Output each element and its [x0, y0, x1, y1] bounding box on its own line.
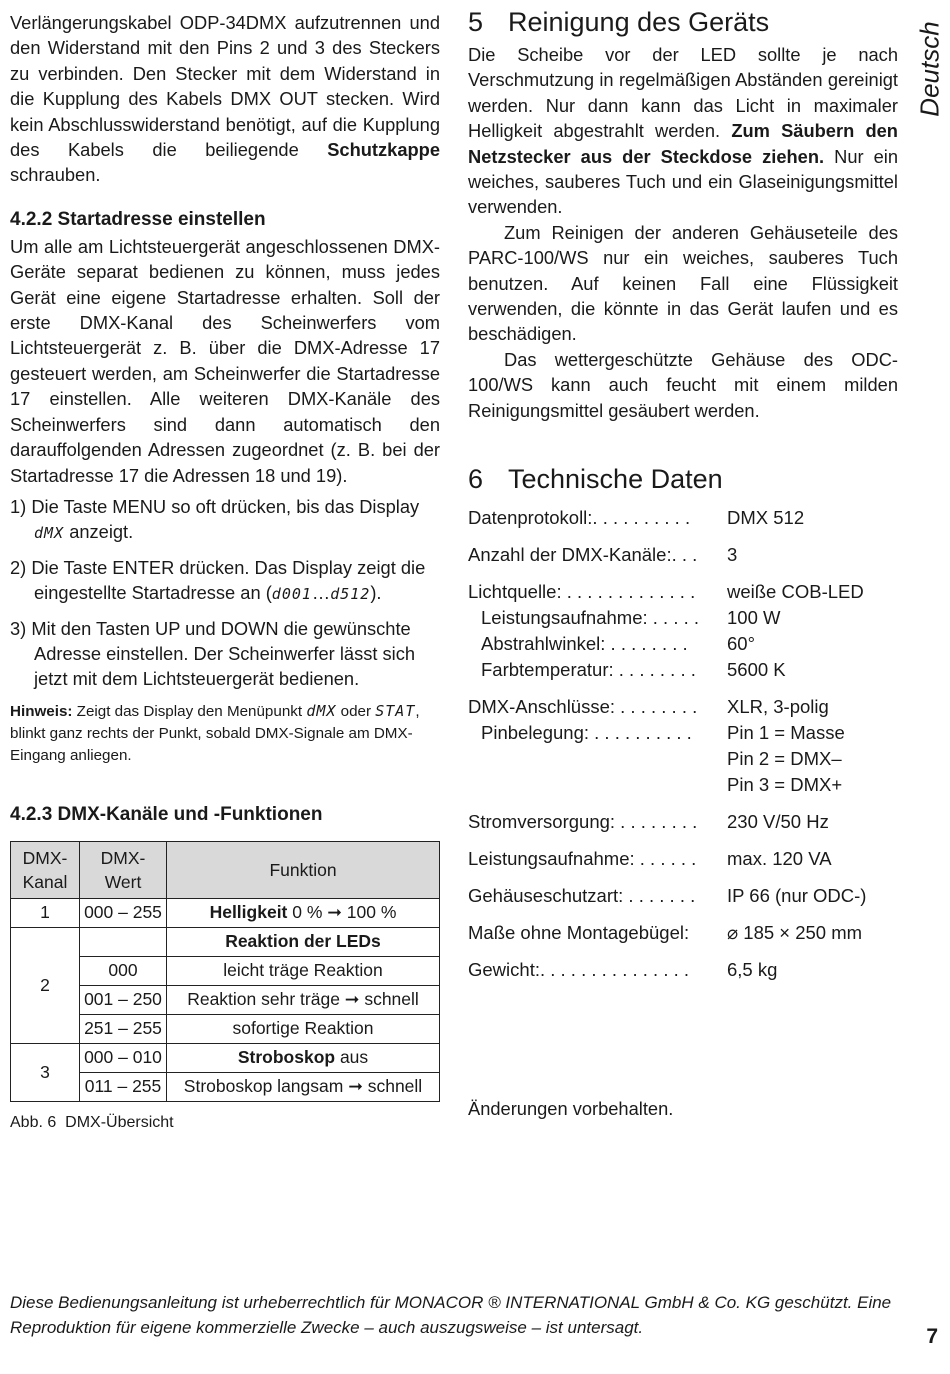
display-readout: dMX: [306, 701, 337, 720]
note-paragraph: Hinweis: Zeigt das Display den Menüpunkt dMX oder STAT, blinkt ganz rechts der Punkt, sobald DMX-Signale am DMX-Eingang anliegen.: [10, 701, 420, 764]
tech-data-label: Leistungsaufnahme: . . . . . .: [468, 848, 697, 870]
table-header-channel: DMX-Kanal: [11, 841, 80, 898]
tech-data-row: [468, 809, 898, 835]
tech-data-row: [468, 846, 898, 872]
tech-data-row: [468, 605, 898, 631]
display-readout: d001: [271, 585, 312, 604]
tech-data-label: [468, 746, 727, 772]
section-5-paragraph-2: Zum Reinigen der anderen Gehäuseteile des PARC-100/WS nur ein weiches, sauberes Tuch benutzen. Auf keinen Fall eine Flüssigkeit verwenden, die könnte in das Gerät laufen und es beschädigen.: [468, 221, 898, 345]
table-row: 3 000 – 010 Stroboskop aus: [11, 1043, 440, 1072]
tech-data-value: Pin 1 = Masse: [727, 722, 845, 744]
page-number: 7: [926, 1325, 938, 1348]
tech-data-row: [468, 579, 898, 605]
display-readout: d512: [330, 585, 371, 604]
dmx-table: [10, 841, 440, 1102]
tech-data-row: [468, 772, 898, 798]
copyright-footer: Diese Bedienungsanleitung ist urheberrechtlich für MONACOR ® INTERNATIONAL GmbH & Co. KG geschützt. Eine Reproduktion für eigene kommerzielle Zwecke – auch auszugsweise – ist untersagt.: [10, 1293, 892, 1337]
tech-data-label: Stromversorgung: . . . . . . . .: [468, 811, 698, 833]
tech-data-row: [468, 657, 898, 683]
table-row: 251 – 255 sofortige Reaktion: [11, 1014, 440, 1043]
tech-data-row: [468, 505, 898, 531]
display-readout: STAT: [375, 701, 416, 720]
tech-data-value: 6,5 kg: [727, 959, 778, 981]
tech-data-value: 60°: [727, 633, 755, 655]
changes-note: Änderungen vorbehalten.: [468, 1098, 674, 1119]
step-item: 2) Die Taste ENTER drücken. Das Display zeigt die eingestellte Startadresse an (d001…d512).: [10, 556, 426, 604]
tech-data-row: [468, 720, 898, 746]
tech-data-row: [468, 883, 898, 909]
tech-data-label: Anzahl der DMX-Kanäle:. . .: [468, 544, 698, 566]
tech-data-value: ⌀ 185 × 250 mm: [727, 922, 863, 944]
tech-data-label: Lichtquelle: . . . . . . . . . . . . .: [468, 581, 696, 603]
tech-data-label: Gehäuseschutzart: . . . . . . .: [468, 885, 696, 907]
tech-data-label: Gewicht:. . . . . . . . . . . . . . .: [468, 959, 690, 981]
table-header-function: Funktion: [167, 841, 440, 898]
figure-caption: Abb. 6 DMX-Übersicht: [10, 1113, 174, 1131]
section-5-paragraph-1: Die Scheibe vor der LED sollte je nach Verschmutzung in regelmäßigen Abständen gereinigt werden. Nur dann kann das Licht in maximaler Helligkeit abgestrahlt werden. Zum Säubern den Netzstecker aus der Steckdose ziehen. Nur ein weiches, sauberes Tuch und ein Glaseinigungsmittel verwenden.: [468, 44, 898, 218]
tech-data-label: [468, 772, 727, 798]
tech-data-value: Pin 3 = DMX+: [727, 774, 843, 796]
tech-data-value: max. 120 VA: [727, 848, 832, 870]
table-header-value: DMX-Wert: [80, 841, 167, 898]
tech-data-row: [468, 746, 898, 772]
display-readout: dMX: [34, 524, 65, 543]
step-item: 3) Mit den Tasten UP und DOWN die gewünschte Adresse einstellen. Der Scheinwerfer lässt sich jetzt mit dem Lichtsteuergerät bedienen.: [10, 617, 416, 690]
table-row: 000 leicht träge Reaktion: [11, 956, 440, 985]
section-4-2-2-text: Um alle am Lichtsteuergerät angeschlossenen DMX-Geräte separat bedienen zu können, muss jedes Gerät eine eigene Startadresse erhalten. Soll der erste DMX-Kanal des Scheinwerfers vom Lichtsteuergerät z. B. über die DMX-Adresse 17 gesteuert werden, am Scheinwerfer die Startadresse 17 einstellen. Alle weiteren DMX-Kanäle des Scheinwerfers sind dann automatisch den darauffolgenden Adressen zugeordnet (z. B. bei der Startadresse 17 die Adressen 18 und 19).: [10, 235, 440, 486]
tech-data-value: XLR, 3-polig: [727, 696, 829, 718]
section-4-2-2-heading: 4.2.2 Startadresse einstellen: [10, 208, 266, 230]
language-tab-label: Deutsch: [914, 21, 945, 117]
section-5-paragraph-3: Das wettergeschützte Gehäuse des ODC-100/WS kann auch feucht mit einem milden Reinigungsmittel gesäubert werden.: [468, 348, 898, 421]
left-column: [10, 10, 440, 1132]
table-row: 011 – 255 Stroboskop langsam ➞ schnell: [11, 1072, 440, 1101]
table-row: 001 – 250 Reaktion sehr träge ➞ schnell: [11, 985, 440, 1014]
tech-data-label: Maße ohne Montagebügel:: [468, 922, 690, 944]
tech-data-label: Datenprotokoll:. . . . . . . . . .: [468, 507, 691, 529]
tech-data-label: Abstrahlwinkel: . . . . . . . .: [481, 633, 688, 655]
language-tab: [916, 14, 944, 124]
tech-data-list: [468, 505, 898, 983]
tech-data-label: Farbtemperatur: . . . . . . . .: [481, 659, 696, 681]
tech-data-row: [468, 920, 898, 946]
tech-data-value: weiße COB-LED: [727, 581, 864, 603]
tech-data-value: DMX 512: [727, 507, 805, 529]
tech-data-value: 5600 K: [727, 659, 786, 681]
tech-data-value: 3: [727, 544, 738, 566]
tech-data-value: 100 W: [727, 607, 781, 629]
table-header-row: [11, 841, 440, 898]
tech-data-row: [468, 631, 898, 657]
tech-data-row: [468, 694, 898, 720]
step-item: 1) Die Taste MENU so oft drücken, bis das Display dMX anzeigt.: [10, 495, 420, 543]
intro-paragraph: Verlängerungskabel ODP-34DMX aufzutrennen und den Widerstand mit den Pins 2 und 3 des Steckers zu verbinden. Den Stecker mit dem Widerstand in die Kupplung des Kabels DMX OUT stecken. Wird kein Abschlusswiderstand benötigt, auf die Kupplung des Kabels die beiliegende Schutzkappe schrauben.: [10, 12, 440, 186]
tech-data-row: [468, 957, 898, 983]
right-column: [468, 7, 898, 983]
tech-data-row: [468, 542, 898, 568]
table-row: 2 Reaktion der LEDs: [11, 927, 440, 956]
tech-data-label: Leistungsaufnahme: . . . . .: [481, 607, 700, 629]
steps-list: [10, 494, 440, 692]
tech-data-label: DMX-Anschlüsse: . . . . . . . .: [468, 696, 698, 718]
tech-data-label: Pinbelegung: . . . . . . . . . .: [481, 722, 692, 744]
tech-data-value: IP 66 (nur ODC-): [727, 885, 867, 907]
section-5-heading: 5 Reinigung des Geräts: [468, 7, 770, 37]
section-4-2-3-heading: 4.2.3 DMX-Kanäle und -Funktionen: [10, 803, 323, 825]
section-6-heading: 6 Technische Daten: [468, 464, 723, 495]
tech-data-value: Pin 2 = DMX–: [727, 748, 842, 770]
tech-data-value: 230 V/50 Hz: [727, 811, 829, 833]
table-row: 1 000 – 255 Helligkeit 0 % ➞ 100 %: [11, 898, 440, 927]
